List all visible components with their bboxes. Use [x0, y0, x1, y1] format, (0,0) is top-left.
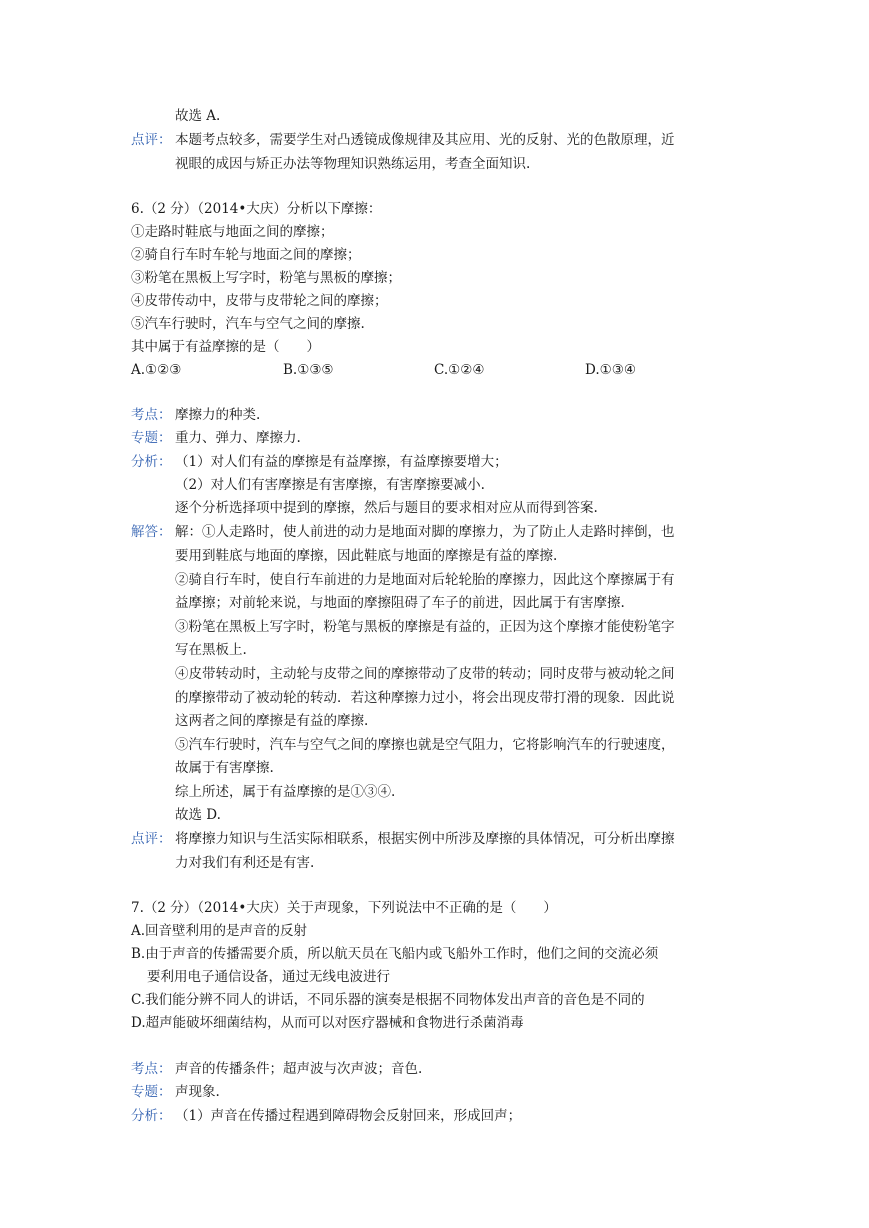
q6-dianping-line: 力对我们有利还是有害. [175, 855, 315, 871]
q5-comment-tag: 点评： [131, 132, 172, 148]
q6-item: ①走路时鞋底与地面之间的摩擦； [131, 224, 334, 240]
q6-item: ③粉笔在黑板上写字时，粉笔与黑板的摩擦； [131, 270, 401, 286]
q7-kaodian: 声音的传播条件；超声波与次声波；音色. [175, 1061, 423, 1077]
q6-fenxi-line: （2）对人们有害摩擦是有害摩擦，有害摩擦要减小. [175, 477, 485, 493]
q6-jieda-line: 解：①人走路时，使人前进的动力是地面对脚的摩擦力，为了防止人走路时摔倒，也 [175, 524, 675, 540]
q5-final-answer: 故选 A. [175, 108, 221, 124]
q7-kaodian-tag: 考点： [131, 1061, 172, 1077]
q6-jieda-tag: 解答： [131, 524, 172, 540]
q6-question: 其中属于有益摩擦的是（ ） [131, 339, 320, 355]
q6-item: ④皮带传动中，皮带与皮带轮之间的摩擦； [131, 293, 388, 309]
q7-zhuanti-tag: 专题： [131, 1084, 172, 1100]
q6-option-a: A.①②③ [131, 362, 182, 378]
q6-jieda-line: 故属于有害摩擦. [175, 760, 274, 776]
q6-jieda-line: 故选 D. [175, 807, 221, 823]
q6-zhuanti: 重力、弹力、摩擦力. [175, 430, 301, 446]
q6-jieda-line: ④皮带转动时，主动轮与皮带之间的摩擦带动了皮带的转动；同时皮带与被动轮之间 [175, 666, 675, 682]
q6-jieda-line: 综上所述，属于有益摩擦的是①③④. [175, 784, 396, 800]
q6-jieda-line: ⑤汽车行驶时，汽车与空气之间的摩擦也就是空气阻力，它将影响汽车的行驶速度， [175, 737, 675, 753]
q6-item: ⑤汽车行驶时，汽车与空气之间的摩擦. [131, 316, 365, 332]
q6-option-d: D.①③④ [585, 362, 636, 378]
q6-fenxi-line: （1）对人们有益的摩擦是有益摩擦，有益摩擦要增大； [175, 454, 508, 470]
q7-fenxi-tag: 分析： [131, 1108, 172, 1124]
q7-option-a: A.回音壁利用的是声音的反射 [131, 923, 308, 939]
q7-stem: 7.（2 分）（2014•大庆）关于声现象，下列说法中不正确的是（ ） [131, 900, 557, 916]
q6-kaodian: 摩擦力的种类. [175, 407, 261, 423]
q6-jieda-line: ③粉笔在黑板上写字时，粉笔与黑板的摩擦是有益的，正因为这个摩擦才能使粉笔字 [175, 619, 675, 635]
q7-option-c: C.我们能分辨不同人的讲话，不同乐器的演奏是根据不同物体发出声音的音色是不同的 [131, 992, 645, 1008]
q7-option-b: B.由于声音的传播需要介质，所以航天员在飞船内或飞船外工作时，他们之间的交流必须 [131, 946, 659, 962]
q7-fenxi-line: （1）声音在传播过程遇到障碍物会反射回来，形成回声； [175, 1108, 522, 1124]
q7-option-d: D.超声能破坏细菌结构，从而可以对医疗器械和食物进行杀菌消毒 [131, 1015, 524, 1031]
q6-dianping-tag: 点评： [131, 831, 172, 847]
q5-comment-line: 视眼的成因与矫正办法等物理知识熟练运用，考查全面知识. [175, 156, 531, 172]
q6-jieda-line: ②骑自行车时，使自行车前进的力是地面对后轮轮胎的摩擦力，因此这个摩擦属于有 [175, 572, 675, 588]
q6-stem: 6.（2 分）（2014•大庆）分析以下摩擦： [131, 201, 382, 217]
q6-jieda-line: 这两者之间的摩擦是有益的摩擦. [175, 713, 369, 729]
q6-jieda-line: 的摩擦带动了被动轮的转动．若这种摩擦力过小，将会出现皮带打滑的现象．因此说 [175, 690, 675, 706]
q6-fenxi-line: 逐个分析选择项中提到的摩擦，然后与题目的要求相对应从而得到答案. [175, 500, 598, 516]
q6-option-c: C.①②④ [434, 362, 485, 378]
q6-jieda-line: 要用到鞋底与地面的摩擦，因此鞋底与地面的摩擦是有益的摩擦. [175, 548, 558, 564]
q6-option-b: B.①③⑤ [283, 362, 334, 378]
q7-zhuanti: 声现象. [175, 1084, 220, 1100]
q6-jieda-line: 写在黑板上. [175, 642, 247, 658]
q6-zhuanti-tag: 专题： [131, 430, 172, 446]
q6-dianping-line: 将摩擦力知识与生活实际相联系，根据实例中所涉及摩擦的具体情况，可分析出摩擦 [175, 831, 675, 847]
q5-comment-line: 本题考点较多，需要学生对凸透镜成像规律及其应用、光的反射、光的色散原理，近 [175, 132, 675, 148]
q6-fenxi-tag: 分析： [131, 454, 172, 470]
q6-kaodian-tag: 考点： [131, 407, 172, 423]
q6-jieda-line: 益摩擦；对前轮来说，与地面的摩擦阻碍了车子的前进，因此属于有害摩擦. [175, 595, 625, 611]
q7-option-b-cont: 要利用电子通信设备，通过无线电波进行 [147, 969, 390, 985]
q6-item: ②骑自行车时车轮与地面之间的摩擦； [131, 247, 361, 263]
